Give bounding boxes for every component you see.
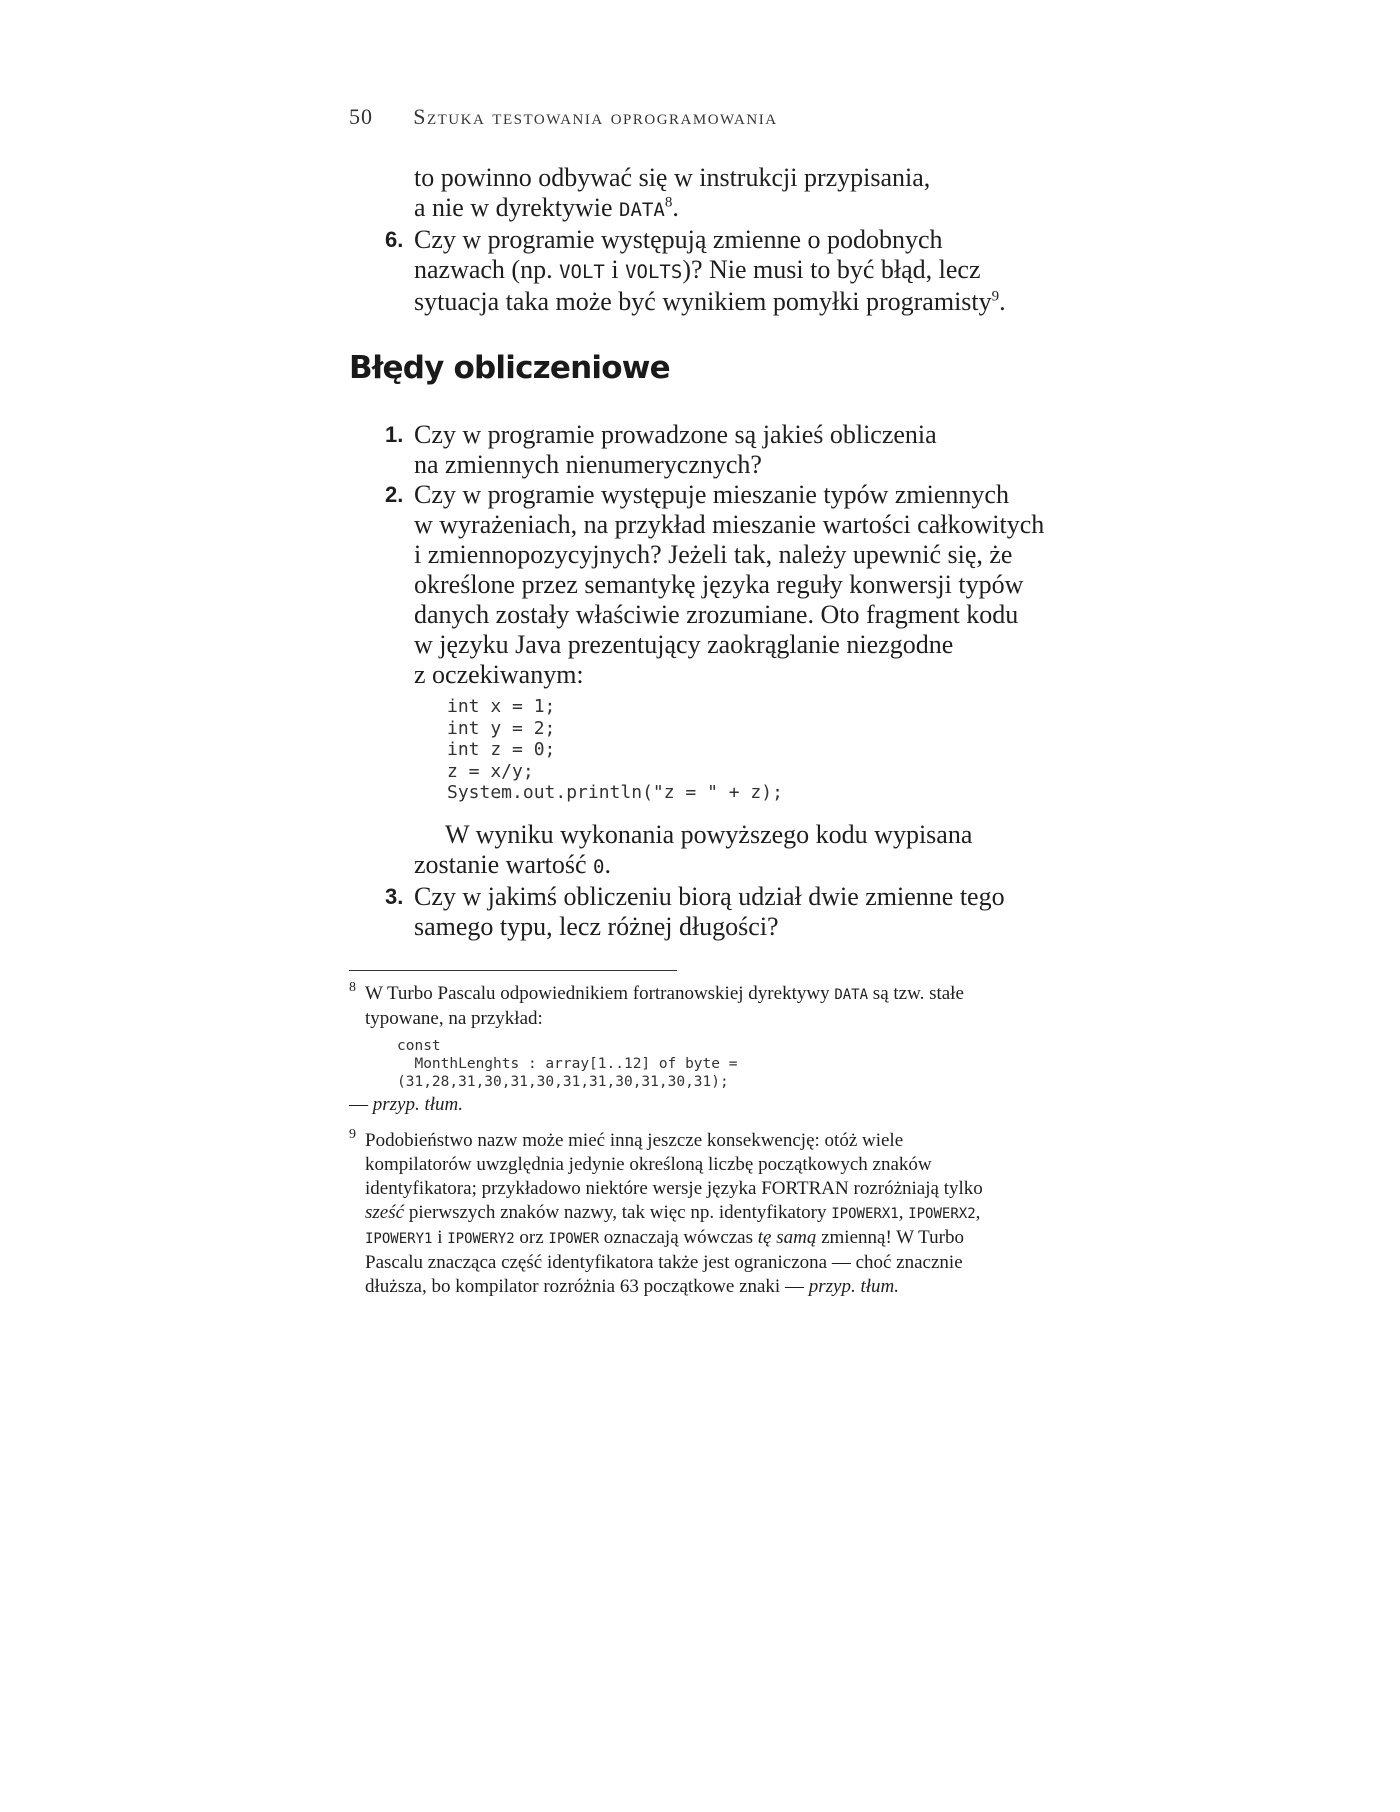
- inline-code: DATA: [619, 199, 665, 221]
- text-span: .: [604, 849, 611, 879]
- text-line: i zmiennopozycyjnych? Jeżeli tak, należy upewnić się, że: [414, 540, 1013, 569]
- text-line: [349, 255, 1049, 287]
- text-line: określone przez semantykę języka reguły konwersji typów: [414, 570, 1024, 599]
- list-item-6: [349, 225, 1049, 317]
- item-number: 6.: [385, 227, 404, 252]
- text-line: to powinno odbywać się w instrukcji przypisania,: [414, 163, 931, 192]
- text-span: —: [349, 1094, 373, 1115]
- code-line: MonthLenghts : array[1..12] of byte =: [397, 1056, 738, 1072]
- code-line: int x = 1;: [447, 696, 556, 717]
- text-span: .: [672, 193, 679, 222]
- text-span: a nie w dyrektywie: [414, 193, 620, 222]
- text-span: ,: [975, 1202, 981, 1223]
- code-line: const: [397, 1038, 441, 1054]
- code-line: (31,28,31,30,31,30,31,31,30,31,30,31);: [397, 1074, 729, 1090]
- text-line: W wyniku wykonania powyższego kodu wypisana: [445, 819, 973, 849]
- text-span: ,: [898, 1202, 909, 1223]
- footnote-line: typowane, na przykład:: [365, 1008, 543, 1029]
- code-line: int y = 2;: [447, 717, 556, 739]
- footnote-line: [365, 1201, 1049, 1226]
- inline-code: IPOWERY1: [365, 1231, 433, 1247]
- inline-code: IPOWER: [548, 1231, 599, 1247]
- code-line: System.out.println("z = " + z);: [447, 782, 783, 803]
- text-line: [349, 193, 1049, 225]
- text-span: sytuacja taka może być wynikiem pomyłki programisty: [414, 287, 992, 316]
- footnote-9: [349, 1129, 1049, 1299]
- running-title: Sztuka testowania oprogramowania: [413, 104, 778, 129]
- text-line: [349, 287, 1049, 317]
- text-line: w języku Java prezentujący zaokrąglanie niezgodne: [414, 630, 954, 659]
- footnote-line: identyfikatora; przykładowo niektóre wersje języka FORTRAN rozróżniają tylko: [365, 1178, 983, 1199]
- footnote-line: [365, 1226, 1049, 1251]
- footnotes: [349, 982, 1049, 1311]
- list-item-3: [349, 882, 1049, 942]
- text-line: z oczekiwanym:: [414, 660, 584, 689]
- emphasis: tę samą: [757, 1227, 817, 1248]
- item-number: 1.: [385, 422, 404, 447]
- footnote-ref: 9: [991, 288, 1000, 305]
- text-line: Czy w programie prowadzone są jakieś obliczenia: [414, 420, 937, 449]
- footnote-number: 8: [349, 980, 356, 995]
- item-number: 3.: [385, 883, 404, 909]
- text-span: zostanie wartość: [414, 849, 594, 879]
- list-item-2: [349, 480, 1049, 882]
- code-line: z = x/y;: [447, 760, 534, 782]
- text-span: i: [604, 255, 626, 284]
- inline-code: VOLTS: [625, 261, 683, 283]
- text-span: pierwszych znaków nazwy, tak więc np. identyfikatory: [404, 1202, 832, 1223]
- translator-note: przyp. tłum.: [808, 1276, 899, 1297]
- emphasis: sześć: [365, 1202, 405, 1223]
- footnote-line: [365, 982, 1049, 1007]
- footnote-8: [349, 982, 1049, 1117]
- text-span: zmienną! W Turbo: [816, 1227, 964, 1248]
- text-span: i: [432, 1227, 448, 1248]
- text-span: nazwach (np.: [414, 255, 560, 284]
- footnote-line: Pascalu znacząca część identyfikatora także jest ograniczona — choć znacznie: [365, 1252, 963, 1273]
- inline-code: IPOWERX1: [831, 1206, 899, 1222]
- footnote-code-block: [365, 1037, 1049, 1091]
- text-span: orz: [514, 1227, 549, 1248]
- inline-code: IPOWERY2: [447, 1231, 515, 1247]
- text-span: dłuższa, bo kompilator rozróżnia 63 początkowe znaki —: [365, 1276, 809, 1297]
- code-block: [349, 696, 1049, 804]
- footnote-line: [365, 1275, 1049, 1299]
- inline-code: 0: [593, 855, 605, 878]
- text-line: [349, 850, 1049, 882]
- continued-text: [349, 163, 1049, 317]
- page-header: [349, 104, 778, 130]
- item-number: 2.: [385, 482, 404, 507]
- text-span: są tzw. stałe: [868, 983, 964, 1004]
- text-span: W Turbo Pascalu odpowiednikiem fortranowskiej dyrektywy: [365, 983, 835, 1004]
- footnote-line: Podobieństwo nazw może mieć inną jeszcze konsekwencję: otóż wiele: [365, 1130, 904, 1151]
- footnote-number: 9: [349, 1127, 356, 1142]
- inline-code: VOLT: [559, 261, 605, 283]
- footnote-line: [349, 1093, 1049, 1117]
- translator-note: przyp. tłum.: [372, 1094, 463, 1115]
- section-heading: Błędy obliczeniowe: [349, 350, 670, 386]
- text-line: Czy w programie występuje mieszanie typów zmiennych: [414, 480, 1009, 509]
- text-line: danych zostały właściwie zrozumiane. Oto fragment kodu: [414, 600, 1019, 629]
- text-line: Czy w programie występują zmienne o podobnych: [414, 225, 943, 254]
- text-span: .: [999, 287, 1006, 316]
- list-item-1: [349, 420, 1049, 480]
- text-line: Czy w jakimś obliczeniu biorą udział dwie zmienne tego: [414, 881, 1005, 911]
- footnote-ref: 8: [664, 194, 673, 211]
- inline-code: IPOWERX2: [908, 1206, 976, 1222]
- inline-code: DATA: [834, 987, 869, 1003]
- text-line: samego typu, lecz różnej długości?: [414, 911, 779, 941]
- text-span: )? Nie musi to być błąd, lecz: [682, 255, 981, 284]
- text-line: na zmiennych nienumerycznych?: [414, 450, 762, 479]
- footnote-divider: [349, 970, 677, 971]
- footnote-line: kompilatorów uwzględnia jedynie określoną liczbę początkowych znaków: [365, 1154, 932, 1175]
- text-line: w wyrażeniach, na przykład mieszanie wartości całkowitych: [414, 510, 1045, 539]
- text-span: oznaczają wówczas: [599, 1227, 758, 1248]
- code-line: int z = 0;: [447, 739, 556, 760]
- numbered-list: [349, 420, 1049, 942]
- page-number: 50: [349, 104, 373, 129]
